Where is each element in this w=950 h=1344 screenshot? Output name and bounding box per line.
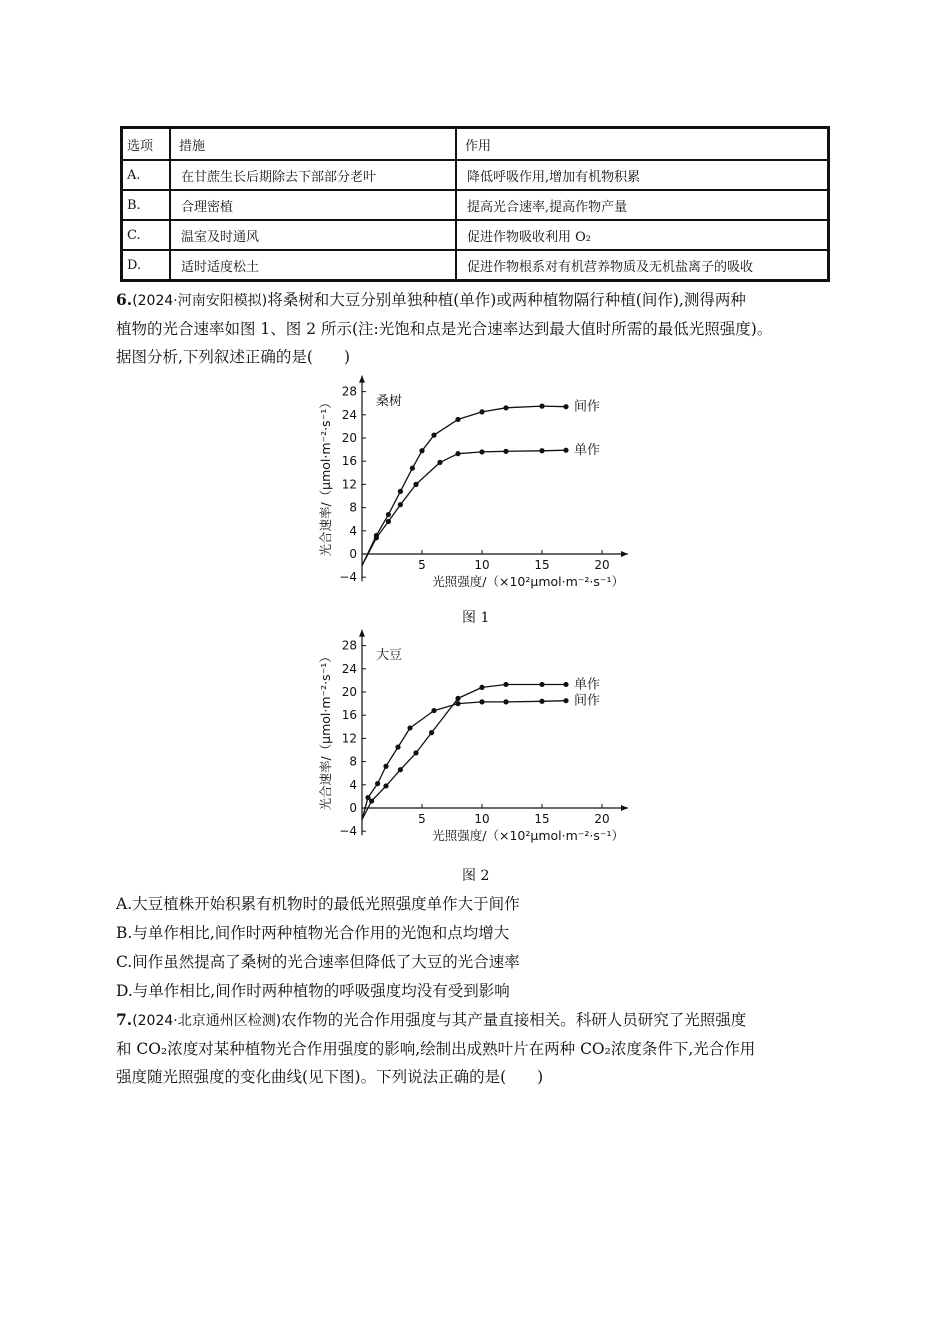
- question-7-stem: [116, 1006, 846, 1091]
- y-tick-label: 24: [341, 661, 357, 676]
- x-axis-arrow: [621, 551, 628, 557]
- q7-text-1: 农作物的光合作用强度与其产量直接相关。科研人员研究了光照强度: [281, 1011, 747, 1029]
- data-point: [563, 682, 568, 687]
- data-point: [479, 449, 484, 454]
- table-header-row: [122, 128, 829, 161]
- q7-line-2: 和 CO₂浓度对某种植物光合作用强度的影响,绘制出成熟叶片在两种 CO₂浓度条件下,光合作用: [116, 1040, 756, 1058]
- data-point: [398, 489, 403, 494]
- y-tick-label: 8: [349, 500, 357, 515]
- data-point: [479, 685, 484, 690]
- data-point: [407, 725, 412, 730]
- table-cell-option: C.: [122, 220, 171, 250]
- q7-line-1: [116, 1006, 846, 1035]
- y-axis-label: 光合速率/（μmol·m⁻²·s⁻¹）: [318, 396, 333, 557]
- data-point: [383, 764, 388, 769]
- x-tick-label: 15: [534, 558, 550, 572]
- table-row: [122, 220, 829, 250]
- x-tick-label: 20: [594, 558, 610, 572]
- question-6-stem: [116, 286, 846, 371]
- x-tick-label: 10: [474, 558, 490, 572]
- series-line: [362, 685, 566, 820]
- data-point: [413, 750, 418, 755]
- option-d: D.与单作相比,间作时两种植物的呼吸强度均没有受到影响: [116, 982, 510, 1000]
- q7-line-3: 强度随光照强度的变化曲线(见下图)。下列说法正确的是( ): [116, 1068, 544, 1086]
- q6-line-3: 据图分析,下列叙述正确的是( ): [116, 348, 351, 366]
- data-point: [539, 404, 544, 409]
- data-point: [455, 696, 460, 701]
- option-a: A.大豆植株开始积累有机物时的最低光照强度单作大于间作: [116, 895, 520, 913]
- table-cell-effect: 降低呼吸作用,增加有机物积累: [456, 160, 829, 190]
- q6-line-1: [116, 286, 846, 315]
- table-header-cell: 选项: [122, 128, 171, 161]
- q6-source: (2024·河南安阳模拟): [132, 293, 268, 309]
- option-b: B.与单作相比,间作时两种植物光合作用的光饱和点均增大: [116, 924, 510, 942]
- y-tick-label: 28: [341, 384, 357, 399]
- y-tick-label: 16: [341, 454, 357, 469]
- y-tick-label: 12: [341, 477, 357, 492]
- figure-2-caption: 图 2: [462, 868, 490, 884]
- table-row: [122, 160, 829, 190]
- data-point: [431, 708, 436, 713]
- y-tick-label: −4: [339, 824, 357, 839]
- x-tick-label: 10: [474, 812, 490, 826]
- data-point: [383, 783, 388, 788]
- y-tick-label: 4: [349, 523, 357, 538]
- data-point: [365, 795, 370, 800]
- option-c: C.间作虽然提高了桑树的光合速率但降低了大豆的光合速率: [116, 953, 520, 971]
- series-line: [362, 701, 566, 820]
- plant-label: 桑树: [376, 394, 403, 410]
- data-point: [398, 502, 403, 507]
- data-point: [563, 404, 568, 409]
- y-axis-arrow: [359, 630, 365, 637]
- data-point: [455, 417, 460, 422]
- table-cell-option: A.: [122, 160, 171, 190]
- y-tick-label: 0: [349, 801, 357, 815]
- chart-figure-1: [310, 372, 650, 602]
- data-point: [503, 682, 508, 687]
- data-point: [429, 730, 434, 735]
- y-tick-label: 24: [341, 407, 357, 422]
- q6-number: 6.: [116, 290, 133, 309]
- series-line: [362, 450, 566, 565]
- data-point: [539, 699, 544, 704]
- y-tick-label: 16: [341, 708, 357, 723]
- x-tick-label: 5: [418, 812, 426, 826]
- x-axis-arrow: [621, 805, 628, 811]
- data-point: [539, 682, 544, 687]
- table-cell-measure: 适时适度松土: [170, 250, 456, 281]
- chart-figure-2: [310, 626, 650, 856]
- data-point: [539, 448, 544, 453]
- q7-source: (2024·北京通州区检测): [132, 1013, 282, 1029]
- y-axis-arrow: [359, 376, 365, 383]
- data-point: [395, 745, 400, 750]
- table-header-cell: 作用: [456, 128, 829, 161]
- data-point: [503, 699, 508, 704]
- table-cell-measure: 温室及时通风: [170, 220, 456, 250]
- y-tick-label: 20: [341, 431, 357, 445]
- table-header-cell: 措施: [170, 128, 456, 161]
- y-tick-label: 0: [349, 547, 357, 561]
- data-point: [410, 466, 415, 471]
- options-table: [120, 126, 830, 282]
- x-axis-label: 光照强度/（×10²μmol·m⁻²·s⁻¹）: [432, 828, 624, 843]
- x-tick-label: 20: [594, 812, 610, 826]
- table-cell-effect: 促进作物根系对有机营养物质及无机盐离子的吸收: [456, 250, 829, 281]
- data-point: [455, 451, 460, 456]
- y-tick-label: 8: [349, 754, 357, 769]
- data-point: [386, 512, 391, 517]
- data-point: [374, 535, 379, 540]
- series-label: 间作: [574, 399, 601, 415]
- data-point: [431, 433, 436, 438]
- q7-number: 7.: [116, 1010, 133, 1029]
- y-tick-label: −4: [339, 570, 357, 585]
- series-label: 单作: [574, 677, 601, 693]
- series-line: [362, 406, 566, 565]
- table-row: [122, 190, 829, 220]
- x-tick-label: 15: [534, 812, 550, 826]
- table-cell-effect: 提高光合速率,提高作物产量: [456, 190, 829, 220]
- plant-label: 大豆: [376, 648, 403, 664]
- data-point: [563, 448, 568, 453]
- y-tick-label: 20: [341, 685, 357, 699]
- data-point: [479, 699, 484, 704]
- data-point: [503, 449, 508, 454]
- table-cell-measure: 在甘蔗生长后期除去下部部分老叶: [170, 160, 456, 190]
- q6-text-1: 将桑树和大豆分别单独种植(单作)或两种植物隔行种植(间作),测得两种: [267, 291, 746, 309]
- data-point: [419, 448, 424, 453]
- data-point: [455, 701, 460, 706]
- series-label: 单作: [574, 443, 601, 459]
- figure-1-caption: 图 1: [462, 610, 490, 626]
- data-point: [563, 698, 568, 703]
- y-tick-label: 12: [341, 731, 357, 746]
- x-tick-label: 5: [418, 558, 426, 572]
- table-row: [122, 250, 829, 281]
- data-point: [398, 767, 403, 772]
- data-point: [479, 409, 484, 414]
- q6-line-2: 植物的光合速率如图 1、图 2 所示(注:光饱和点是光合速率达到最大值时所需的最低光照强度)。: [116, 320, 773, 338]
- table-cell-measure: 合理密植: [170, 190, 456, 220]
- table-cell-option: D.: [122, 250, 171, 281]
- x-axis-label: 光照强度/（×10²μmol·m⁻²·s⁻¹）: [432, 574, 624, 589]
- y-tick-label: 4: [349, 777, 357, 792]
- data-point: [437, 460, 442, 465]
- data-point: [413, 482, 418, 487]
- table-cell-effect: 促进作物吸收利用 O₂: [456, 220, 829, 250]
- table-cell-option: B.: [122, 190, 171, 220]
- series-label: 间作: [574, 693, 601, 709]
- y-tick-label: 28: [341, 638, 357, 653]
- data-point: [503, 405, 508, 410]
- y-axis-label: 光合速率/（μmol·m⁻²·s⁻¹）: [318, 650, 333, 811]
- data-point: [386, 519, 391, 524]
- data-point: [375, 781, 380, 786]
